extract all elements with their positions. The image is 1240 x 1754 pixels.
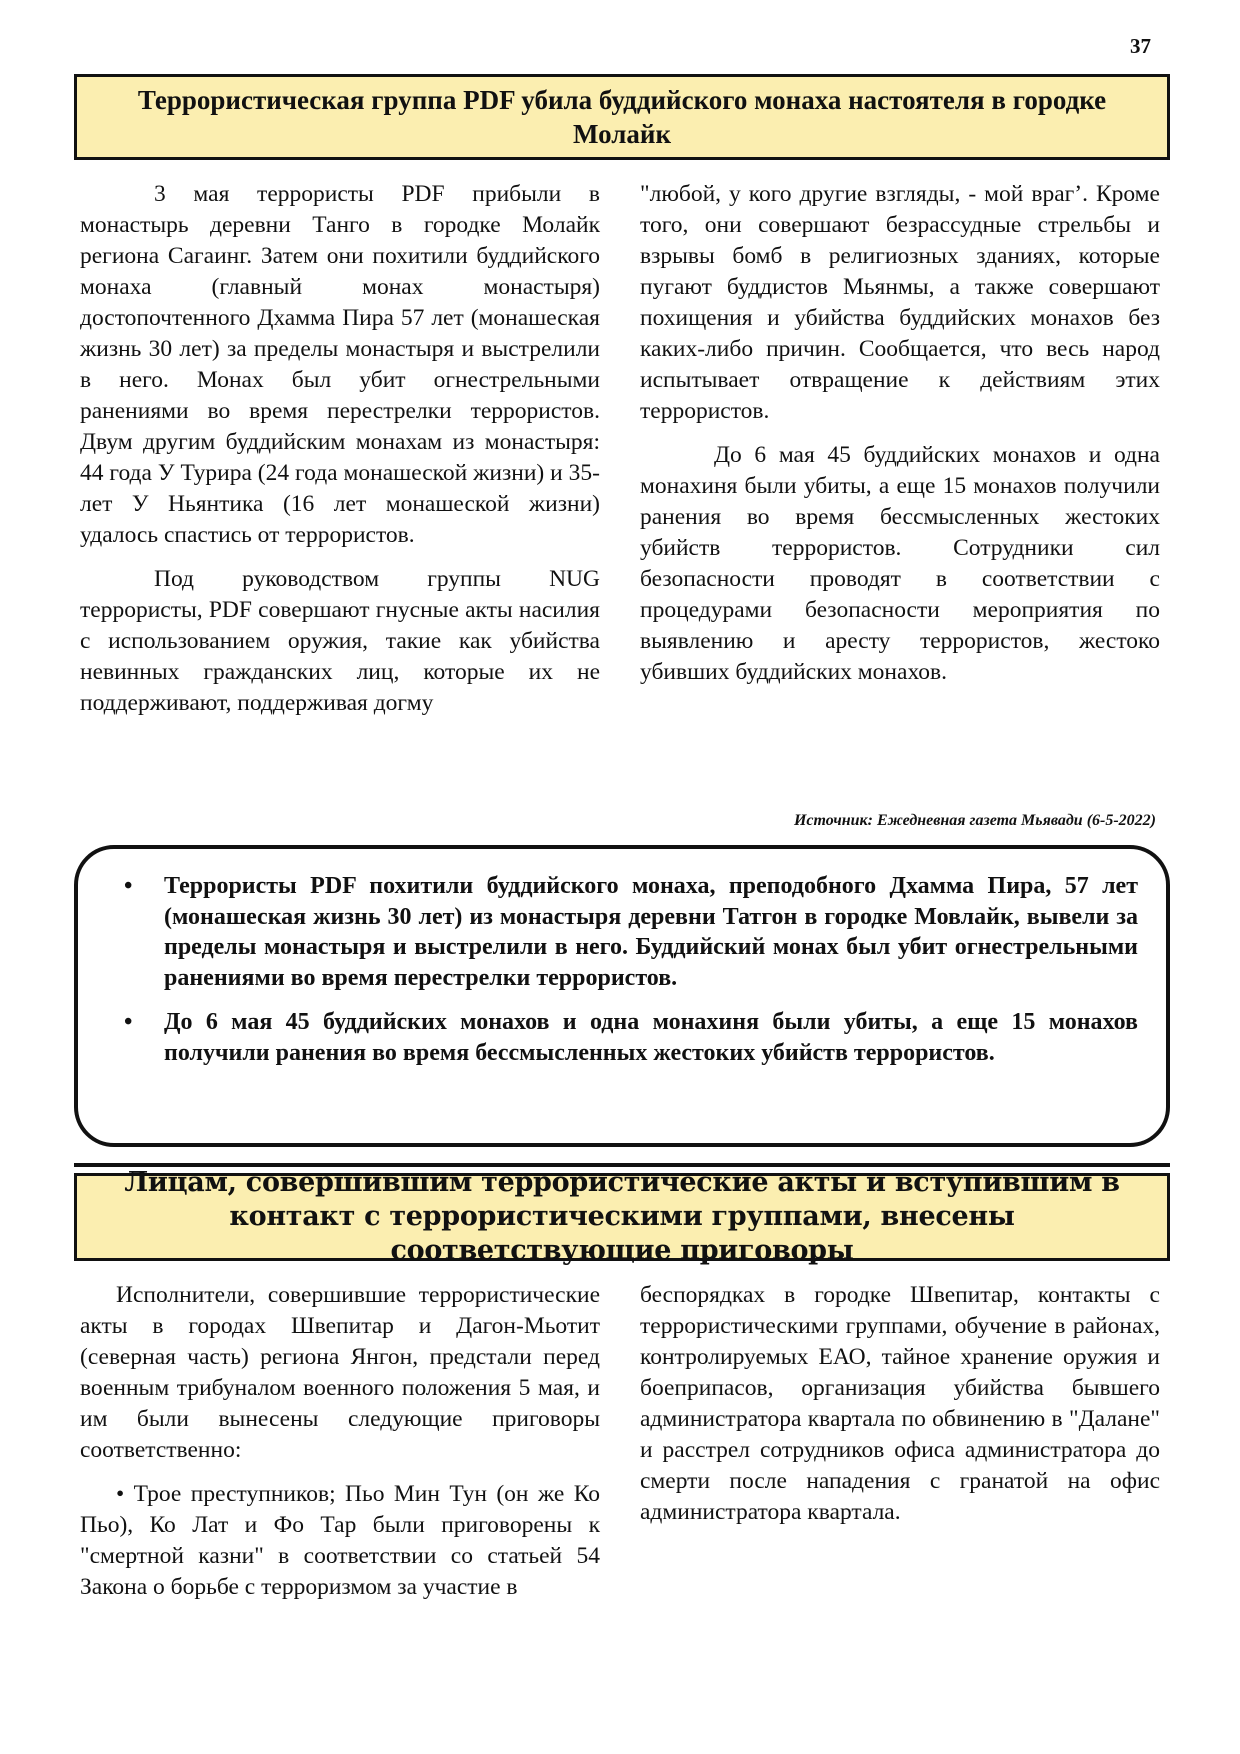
article-column-left bbox=[80, 179, 600, 732]
summary-bullet: • До 6 мая 45 буддийских монахов и одна монахиня были убиты, а еще 15 монахов получили ранения во время бессмысленных жестоких убийств террористов. bbox=[132, 1007, 1138, 1068]
source-citation: Источник: Ежедневная газета Мьявади (6-5-2022) bbox=[793, 812, 1156, 829]
article-column-right bbox=[640, 1280, 1160, 1541]
paragraph: • Трое преступников; Пьо Мин Тун (он же Ко Пьо), Ко Лат и Фо Тар были приговорены к "смертной казни" в соответствии со статьей 54 Закона о борьбе с терроризмом за участие в bbox=[80, 1481, 600, 1600]
summary-list bbox=[132, 871, 1138, 1068]
article-column-right bbox=[640, 179, 1160, 701]
paragraph: Под руководством группы NUG террористы, PDF совершают гнусные акты насилия с использованием оружия, такие как убийства невинных гражданских лиц, которые их не поддерживают, поддерживая догму bbox=[80, 566, 600, 716]
article-headline bbox=[74, 1167, 1170, 1266]
article-column-left bbox=[80, 1280, 600, 1616]
headline-text: Террористическая группа PDF убила буддийского монаха настоятеля в городке Молайк bbox=[137, 85, 1107, 149]
article-headline bbox=[74, 74, 1170, 160]
paragraph: До 6 мая 45 буддийских монахов и одна монахиня были убиты, а еще 15 монахов получили ранения во время бессмысленных жестоких убийств террористов. Сотрудники сил безопасности проводят в соответствии с процедурами безопасности мероприятия по выявлению и аресту террористов, жестоко убивших буддийских монахов. bbox=[640, 442, 1160, 685]
headline-text: Лицам, совершившим террористические акты и вступившим в контакт с террористическими группами, внесены соответствующие приговоры bbox=[124, 1167, 1120, 1266]
summary-bullet: • Террористы PDF похитили буддийского монаха, преподобного Дхамма Пира, 57 лет (монашеская жизнь 30 лет) из монастыря деревни Татгон в городке Мовлайк, вывели за пределы монастыря и выстрелили в него. Буддийский монах был убит огнестрельными ранениями во время перестрелки террористов. bbox=[132, 871, 1138, 993]
summary-box bbox=[74, 845, 1170, 1147]
paragraph: беспорядках в городке Швепитар, контакты с террористическими группами, обучение в районах, контролируемых ЕАО, тайное хранение оружия и боеприпасов, организация убийства бывшего администратора квартала по обвинению в "Далане" и расстрел сотрудников офиса администратора до смерти после нападения с гранатой на офис администратора квартала. bbox=[640, 1282, 1160, 1525]
paragraph: 3 мая террористы PDF прибыли в монастырь деревни Танго в городке Молайк региона Сагаинг. Затем они похитили буддийского монаха (главный монах монастыря) достопочтенного Дхамма Пира 57 лет (монашеская жизнь 30 лет) за пределы монастыря и выстрелили в него. Монах был убит огнестрельными ранениями во время перестрелки террористов. Двум другим буддийским монахам из монастыря: 44 года У Турира (24 года монашеской жизни) и 35-лет У Ньянтика (16 лет монашеской жизни) удалось спастись от террористов. bbox=[80, 181, 600, 548]
page-number: 37 bbox=[1130, 34, 1151, 58]
paragraph: "любой, у кого другие взгляды, - мой враг’. Кроме того, они совершают безрассудные стрельбы и взрывы бомб в религиозных зданиях, которые пугают буддистов Мьянмы, а также совершают похищения и убийства буддийских монахов без каких-либо причин. Сообщается, что весь народ испытывает отвращение к действиям этих террористов. bbox=[640, 181, 1160, 424]
paragraph: Исполнители, совершившие террористические акты в городах Швепитар и Дагон-Мьотит (северная часть) региона Янгон, предстали перед военным трибуналом военного положения 5 мая, и им были вынесены следующие приговоры соответственно: bbox=[80, 1282, 600, 1463]
